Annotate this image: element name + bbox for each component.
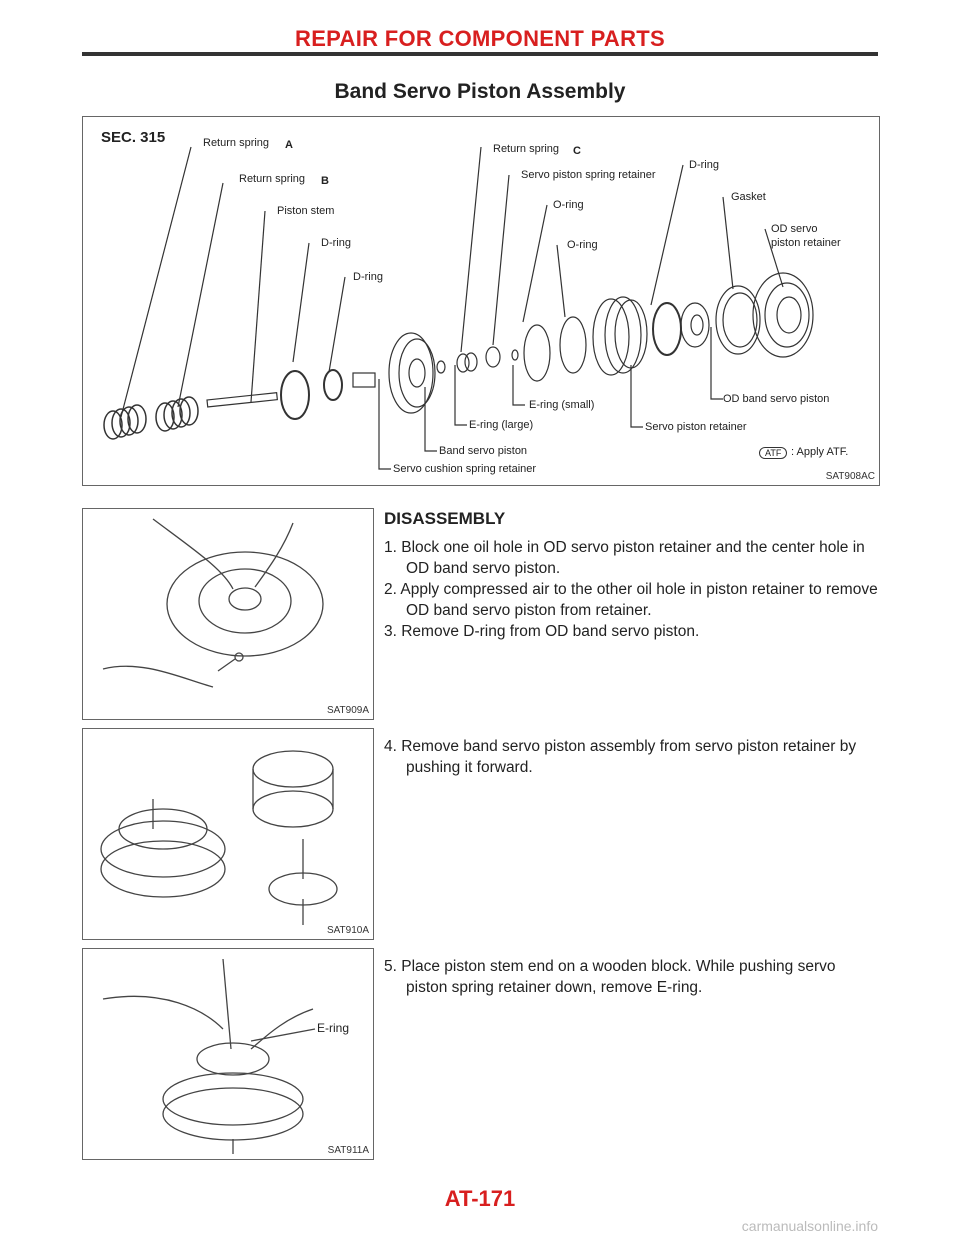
watermark: carmanualsonline.info <box>741 1218 878 1234</box>
step-4-block <box>384 736 880 778</box>
callout-return-spring-a: Return spring <box>203 137 270 149</box>
photo-drawing-1 <box>83 509 373 719</box>
badge-c: C <box>573 145 581 157</box>
badge-b: B <box>321 175 329 187</box>
photo-figure-3 <box>82 948 374 1160</box>
step-1: 1. Block one oil hole in OD servo piston retainer and the center hole in OD band servo piston. <box>384 539 865 577</box>
atf-legend-text: : Apply ATF. <box>791 446 849 458</box>
callout-d-ring-1: D-ring <box>321 237 351 249</box>
header-rule <box>82 52 878 56</box>
step-5-block <box>384 956 880 998</box>
callout-servo-piston-retainer: Servo piston retainer <box>645 421 747 433</box>
photo-id-3: SAT911A <box>327 1145 369 1156</box>
header-title: REPAIR FOR COMPONENT PARTS <box>295 26 665 51</box>
callout-o-ring-1: O-ring <box>553 199 584 211</box>
step-3: 3. Remove D-ring from OD band servo piston. <box>384 623 700 640</box>
callout-piston-stem: Piston stem <box>277 205 335 217</box>
photo-id-1: SAT909A <box>326 705 369 716</box>
figure-id: SAT908AC <box>825 471 875 482</box>
photo-drawing-3 <box>83 949 373 1159</box>
callout-od-band-servo-piston: OD band servo piston <box>723 393 830 405</box>
callout-od-servo-1: OD servo <box>771 223 818 235</box>
step-2: 2. Apply compressed air to the other oil hole in piston retainer to remove OD band servo piston from retainer. <box>384 581 878 619</box>
disassembly-block <box>384 508 880 642</box>
callout-o-ring-2: O-ring <box>567 239 598 251</box>
section-title: Band Servo Piston Assembly <box>334 80 626 103</box>
callout-return-spring-c: Return spring <box>493 143 560 155</box>
badge-a: A <box>285 139 293 151</box>
callout-return-spring-b: Return spring <box>239 173 306 185</box>
sec-label: SEC. 315 <box>101 129 166 146</box>
page-number: AT-171 <box>444 1186 516 1211</box>
callout-band-servo-piston: Band servo piston <box>439 445 528 457</box>
callout-d-ring-2: D-ring <box>353 271 383 283</box>
photo-id-2: SAT910A <box>326 925 369 936</box>
atf-legend-badge: ATF <box>759 447 787 459</box>
photo-drawing-2 <box>83 729 373 939</box>
callout-gasket: Gasket <box>731 191 766 203</box>
callout-od-servo-2: piston retainer <box>771 237 841 249</box>
exploded-diagram <box>82 116 880 486</box>
callout-e-ring-large: E-ring (large) <box>469 419 534 431</box>
callout-servo-cushion-spring-retainer: Servo cushion spring retainer <box>393 463 537 475</box>
callout-d-ring-3: D-ring <box>689 159 719 171</box>
photo-figure-1 <box>82 508 374 720</box>
callout-servo-piston-spring-retainer: Servo piston spring retainer <box>521 169 656 181</box>
step-5: 5. Place piston stem end on a wooden block. While pushing servo piston spring retainer down, remove E-ring. <box>384 958 836 996</box>
disassembly-heading: DISASSEMBLY <box>384 509 506 528</box>
step-4: 4. Remove band servo piston assembly from servo piston retainer by pushing it forward. <box>384 738 857 776</box>
photo3-e-ring-label: E-ring <box>317 1021 350 1035</box>
callout-e-ring-small: E-ring (small) <box>529 399 595 411</box>
photo-figure-2 <box>82 728 374 940</box>
